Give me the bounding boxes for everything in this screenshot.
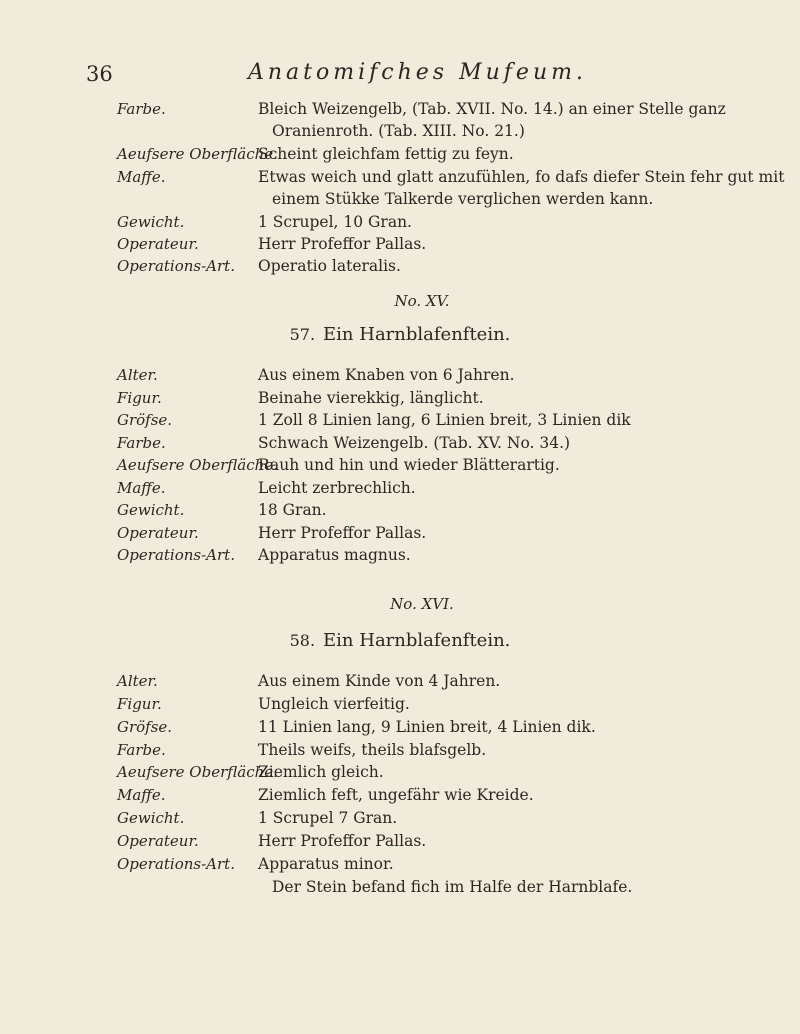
section-title: Ein Harnblafenftein. bbox=[323, 324, 511, 345]
field-label: Operateur. bbox=[117, 524, 199, 542]
entry-row bbox=[0, 878, 800, 900]
entry-row bbox=[0, 235, 800, 257]
entry-row bbox=[0, 257, 800, 279]
field-label: Aeufsere Oberfläche. bbox=[117, 763, 278, 781]
field-label: Gewicht. bbox=[117, 501, 185, 519]
field-label: Maffe. bbox=[117, 168, 166, 186]
entry-row bbox=[0, 479, 800, 501]
field-label: Gröfse. bbox=[117, 411, 173, 429]
entry-row bbox=[0, 546, 800, 568]
field-value: Ziemlich feft, ungefähr wie Kreide. bbox=[258, 786, 534, 804]
section-title: Ein Harnblafenftein. bbox=[323, 630, 511, 651]
field-label: Maffe. bbox=[117, 479, 166, 497]
page-header bbox=[0, 62, 800, 92]
field-label: Farbe. bbox=[117, 100, 166, 118]
field-value: Etwas weich und glatt anzufühlen, fo dafs diefer Stein fehr gut mit bbox=[258, 168, 785, 186]
entry-row bbox=[0, 100, 800, 122]
field-value: Operatio lateralis. bbox=[258, 257, 401, 275]
field-value: 1 Zoll 8 Linien lang, 6 Linien breit, 3 Linien dik bbox=[258, 411, 631, 429]
field-value: Beinahe vierekkig, länglicht. bbox=[258, 389, 484, 407]
item-number: 57. bbox=[289, 325, 316, 344]
field-value: 1 Scrupel 7 Gran. bbox=[258, 809, 398, 827]
field-value: Theils weifs, theils blafsgelb. bbox=[258, 741, 487, 759]
entry-row bbox=[0, 741, 800, 763]
section-heading bbox=[0, 324, 800, 345]
entry-row bbox=[0, 145, 800, 167]
field-label: Alter. bbox=[117, 672, 158, 690]
section-number: No. XV. bbox=[394, 292, 450, 310]
entry-row bbox=[0, 366, 800, 388]
entry-row bbox=[0, 855, 800, 877]
field-value: Aus einem Knaben von 6 Jahren. bbox=[258, 366, 515, 384]
field-value: Herr Profeffor Pallas. bbox=[258, 832, 427, 850]
field-label: Operations-Art. bbox=[117, 257, 235, 275]
entry-row bbox=[0, 809, 800, 831]
field-label: Figur. bbox=[117, 695, 162, 713]
field-value: Aus einem Kinde von 4 Jahren. bbox=[258, 672, 501, 690]
entry-row bbox=[0, 213, 800, 235]
field-label: Maffe. bbox=[117, 786, 166, 804]
field-value: 11 Linien lang, 9 Linien breit, 4 Linien dik. bbox=[258, 718, 596, 736]
field-label: Figur. bbox=[117, 389, 162, 407]
entry-row bbox=[0, 434, 800, 456]
field-label: Farbe. bbox=[117, 741, 166, 759]
field-value: Herr Profeffor Pallas. bbox=[258, 524, 427, 542]
field-label: Aeufsere Oberfläche. bbox=[117, 145, 278, 163]
field-value: Leicht zerbrechlich. bbox=[258, 479, 416, 497]
field-value: Scheint gleichfam fettig zu feyn. bbox=[258, 145, 514, 163]
entry-row bbox=[0, 524, 800, 546]
field-value: Apparatus magnus. bbox=[258, 546, 411, 564]
entry-row bbox=[0, 832, 800, 854]
entry-row bbox=[0, 672, 800, 694]
entry-row bbox=[0, 501, 800, 523]
field-value: 18 Gran. bbox=[258, 501, 327, 519]
closing-note: Der Stein befand fich im Halfe der Harnblafe. bbox=[272, 878, 633, 896]
field-label: Gewicht. bbox=[117, 809, 185, 827]
entry-row bbox=[0, 190, 800, 212]
field-label: Farbe. bbox=[117, 434, 166, 452]
field-value: Apparatus minor. bbox=[258, 855, 394, 873]
field-label: Operateur. bbox=[117, 832, 199, 850]
section-heading bbox=[0, 630, 800, 651]
field-label: Operateur. bbox=[117, 235, 199, 253]
field-label: Alter. bbox=[117, 366, 158, 384]
field-value: Bleich Weizengelb, (Tab. XVII. No. 14.) an einer Stelle ganz bbox=[258, 100, 726, 118]
entry-row bbox=[0, 122, 800, 144]
field-value-continued: Oranienroth. (Tab. XIII. No. 21.) bbox=[272, 122, 525, 140]
field-value: Ziemlich gleich. bbox=[258, 763, 384, 781]
running-title: Anatomifches Mufeum. bbox=[248, 60, 587, 85]
field-value: Ungleich vierfeitig. bbox=[258, 695, 410, 713]
field-value: Rauh und hin und wieder Blätterartig. bbox=[258, 456, 560, 474]
entry-row bbox=[0, 695, 800, 717]
field-value-continued: einem Stükke Talkerde verglichen werden kann. bbox=[272, 190, 654, 208]
field-label: Operations-Art. bbox=[117, 546, 235, 564]
field-label: Aeufsere Oberfläche. bbox=[117, 456, 278, 474]
entry-row bbox=[0, 389, 800, 411]
item-number: 58. bbox=[289, 631, 316, 650]
entry-row bbox=[0, 168, 800, 190]
field-label: Gewicht. bbox=[117, 213, 185, 231]
entry-row bbox=[0, 763, 800, 785]
field-label: Operations-Art. bbox=[117, 855, 235, 873]
page-number: 36 bbox=[86, 62, 113, 86]
entry-row bbox=[0, 786, 800, 808]
field-label: Gröfse. bbox=[117, 718, 173, 736]
field-value: 1 Scrupel, 10 Gran. bbox=[258, 213, 412, 231]
entry-row bbox=[0, 411, 800, 433]
field-value: Herr Profeffor Pallas. bbox=[258, 235, 427, 253]
entry-row bbox=[0, 456, 800, 478]
entry-row bbox=[0, 718, 800, 740]
section-number: No. XVI. bbox=[390, 595, 454, 613]
field-value: Schwach Weizengelb. (Tab. XV. No. 34.) bbox=[258, 434, 571, 452]
